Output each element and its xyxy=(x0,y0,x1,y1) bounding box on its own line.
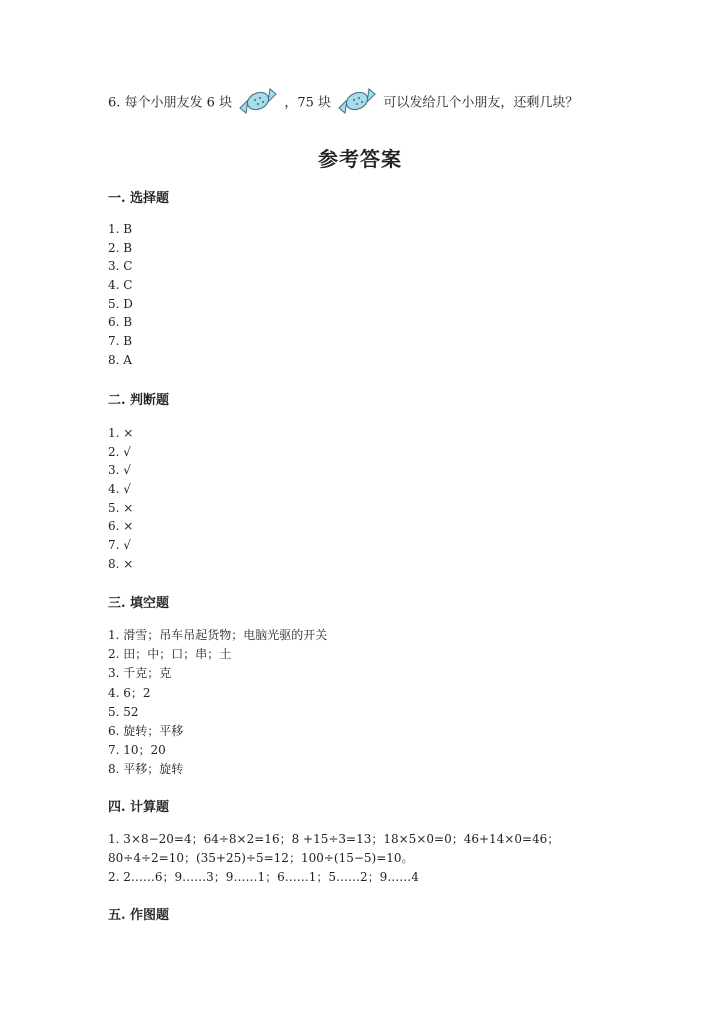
list-item: 7. 10；20 xyxy=(108,743,166,758)
list-item: 4. 6；2 xyxy=(108,685,151,700)
list-item: 4. C xyxy=(108,278,133,293)
candy-icon xyxy=(236,86,280,116)
list-item: 5. × xyxy=(108,500,134,515)
section-heading-calc: 四. 计算题 xyxy=(108,800,170,815)
list-item: 5. D xyxy=(108,296,133,311)
list-item: 8. × xyxy=(108,556,134,571)
answer-title: 参考答案 xyxy=(318,147,402,171)
list-item: 1. 滑雪；吊车吊起货物；电脑光驱的开关 xyxy=(108,628,328,642)
list-item: 7. B xyxy=(108,334,133,349)
candy-icon xyxy=(335,86,379,116)
list-item: 1. × xyxy=(108,426,134,440)
list-item: 3. √ xyxy=(108,463,131,478)
list-item: 6. 旋转；平移 xyxy=(108,723,184,738)
list-item: 2. 田；中；口；串；土 xyxy=(108,647,232,662)
question-6-part1: 6. 每个小朋友发 6 块 xyxy=(108,95,233,111)
list-item: 1. B xyxy=(108,222,133,236)
list-item: 6. × xyxy=(108,519,134,534)
question-6-part3: 可以发给几个小朋友，还剩几块？ xyxy=(383,95,579,111)
list-item: 8. 平移；旋转 xyxy=(108,762,184,777)
section-heading-fill: 三. 填空题 xyxy=(108,596,170,611)
list-item: 2. 2……6；9……3；9……1；6……1；5……2；9……4 xyxy=(108,870,419,884)
question-6 xyxy=(108,86,578,116)
judge-answer-list xyxy=(108,424,133,574)
list-item: 8. A xyxy=(108,352,132,367)
choice-answer-list xyxy=(108,220,133,370)
section-heading-draw: 五. 作图题 xyxy=(108,908,170,923)
section-heading-choice: 一. 选择题 xyxy=(108,191,170,206)
question-6-part2: ，75 块 xyxy=(284,95,332,111)
section-heading-judge: 二. 判断题 xyxy=(108,393,170,408)
list-item: 3. C xyxy=(108,259,133,274)
list-item: 3. 千克；克 xyxy=(108,666,172,681)
list-item: 4. √ xyxy=(108,482,131,497)
list-item: 80÷4÷2=10；(35+25)÷5=12；100÷(15−5)=10。 xyxy=(108,851,414,865)
list-item: 2. √ xyxy=(108,444,131,459)
calc-answer-list xyxy=(108,830,559,887)
fill-answer-list xyxy=(108,626,327,780)
list-item: 1. 3×8−20=4；64÷8×2=16；8 +15÷3=13；18×5×0=0；46+14×0=46； xyxy=(108,832,560,846)
list-item: 5. 52 xyxy=(108,704,139,719)
list-item: 7. √ xyxy=(108,538,131,553)
list-item: 2. B xyxy=(108,240,133,255)
list-item: 6. B xyxy=(108,315,133,330)
